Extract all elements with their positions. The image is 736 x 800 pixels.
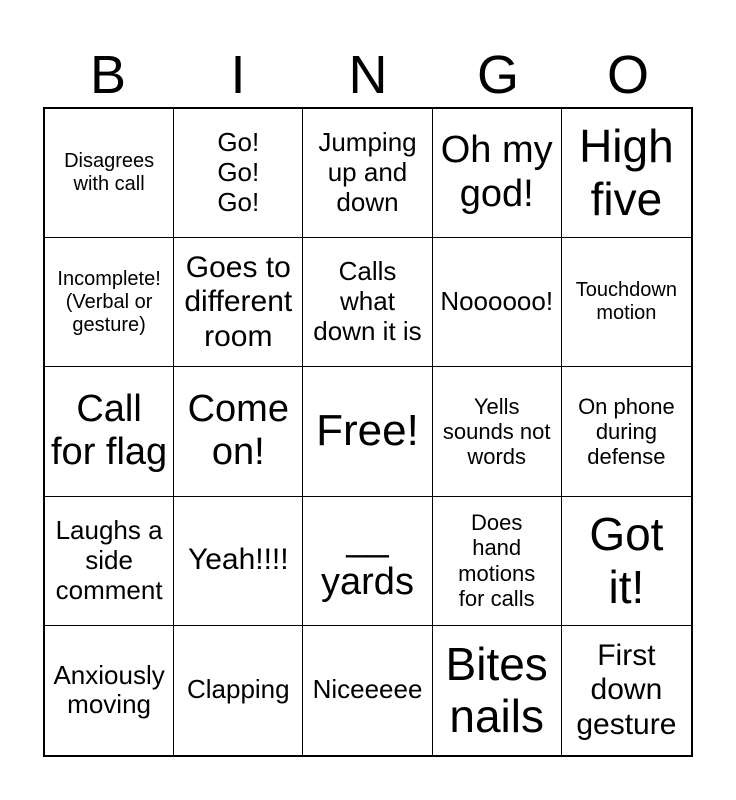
cell-text: Oh my god! [440, 129, 553, 216]
bingo-cell[interactable] [45, 367, 174, 496]
cell-text: Noooooo! [440, 286, 554, 317]
cell-text: Calls what down it is [313, 256, 422, 347]
cell-text: __ yards [321, 517, 414, 603]
cell-text: Yeah!!!! [187, 543, 289, 577]
bingo-cell[interactable] [174, 367, 303, 496]
bingo-cell[interactable] [433, 626, 562, 755]
bingo-cell[interactable] [45, 626, 174, 755]
cell-text: Yells sounds not words [442, 393, 551, 470]
cell-text: Goes to different room [184, 250, 293, 353]
bingo-cell[interactable] [45, 497, 174, 626]
bingo-cell[interactable] [174, 497, 303, 626]
bingo-cell[interactable] [562, 238, 691, 367]
cell-text: Bites nails [445, 637, 548, 743]
cell-text: Call for flag [51, 387, 168, 474]
bingo-cell[interactable] [174, 109, 303, 238]
cell-text: Laughs a side comment [55, 514, 163, 605]
cell-text: Free! [316, 406, 419, 456]
cell-text: Come on! [187, 387, 289, 474]
bingo-cell[interactable] [303, 497, 432, 626]
cell-text: Go! Go! Go! [217, 127, 260, 218]
cell-text: Does hand motions for calls [458, 510, 536, 611]
header-letter-i: I [230, 45, 246, 105]
cell-text: Anxiously moving [53, 659, 165, 720]
bingo-cell free-space[interactable] [303, 367, 432, 496]
header-letter-b: B [89, 45, 127, 105]
cell-text: Got it! [589, 507, 664, 613]
bingo-board [43, 107, 693, 757]
bingo-cell[interactable] [433, 367, 562, 496]
bingo-header [43, 42, 693, 108]
bingo-cell[interactable] [45, 109, 174, 238]
cell-text: Touchdown motion [575, 279, 677, 325]
bingo-cell[interactable] [433, 238, 562, 367]
cell-text: On phone during defense [578, 393, 675, 470]
cell-text: Incomplete! (Verbal or gesture) [57, 267, 161, 336]
cell-text: Clapping [186, 674, 290, 705]
bingo-cell[interactable] [562, 626, 691, 755]
cell-text: First down gesture [576, 638, 677, 741]
bingo-cell[interactable] [303, 238, 432, 367]
bingo-cell[interactable] [303, 626, 432, 755]
bingo-cell[interactable] [303, 109, 432, 238]
cell-text: Niceeeee [312, 674, 423, 705]
bingo-cell[interactable] [174, 238, 303, 367]
cell-text: High five [579, 120, 674, 226]
bingo-cell[interactable] [562, 497, 691, 626]
bingo-cell[interactable] [174, 626, 303, 755]
header-letter-o: O [606, 45, 649, 105]
bingo-cell[interactable] [562, 109, 691, 238]
bingo-cell[interactable] [45, 238, 174, 367]
header-letter-n: N [348, 45, 388, 105]
cell-text: Jumping up and down [318, 127, 417, 218]
bingo-cell[interactable] [433, 497, 562, 626]
cell-text: Disagrees with call [64, 150, 155, 196]
header-letter-g: G [476, 45, 519, 105]
bingo-cell[interactable] [433, 109, 562, 238]
bingo-cell[interactable] [562, 367, 691, 496]
